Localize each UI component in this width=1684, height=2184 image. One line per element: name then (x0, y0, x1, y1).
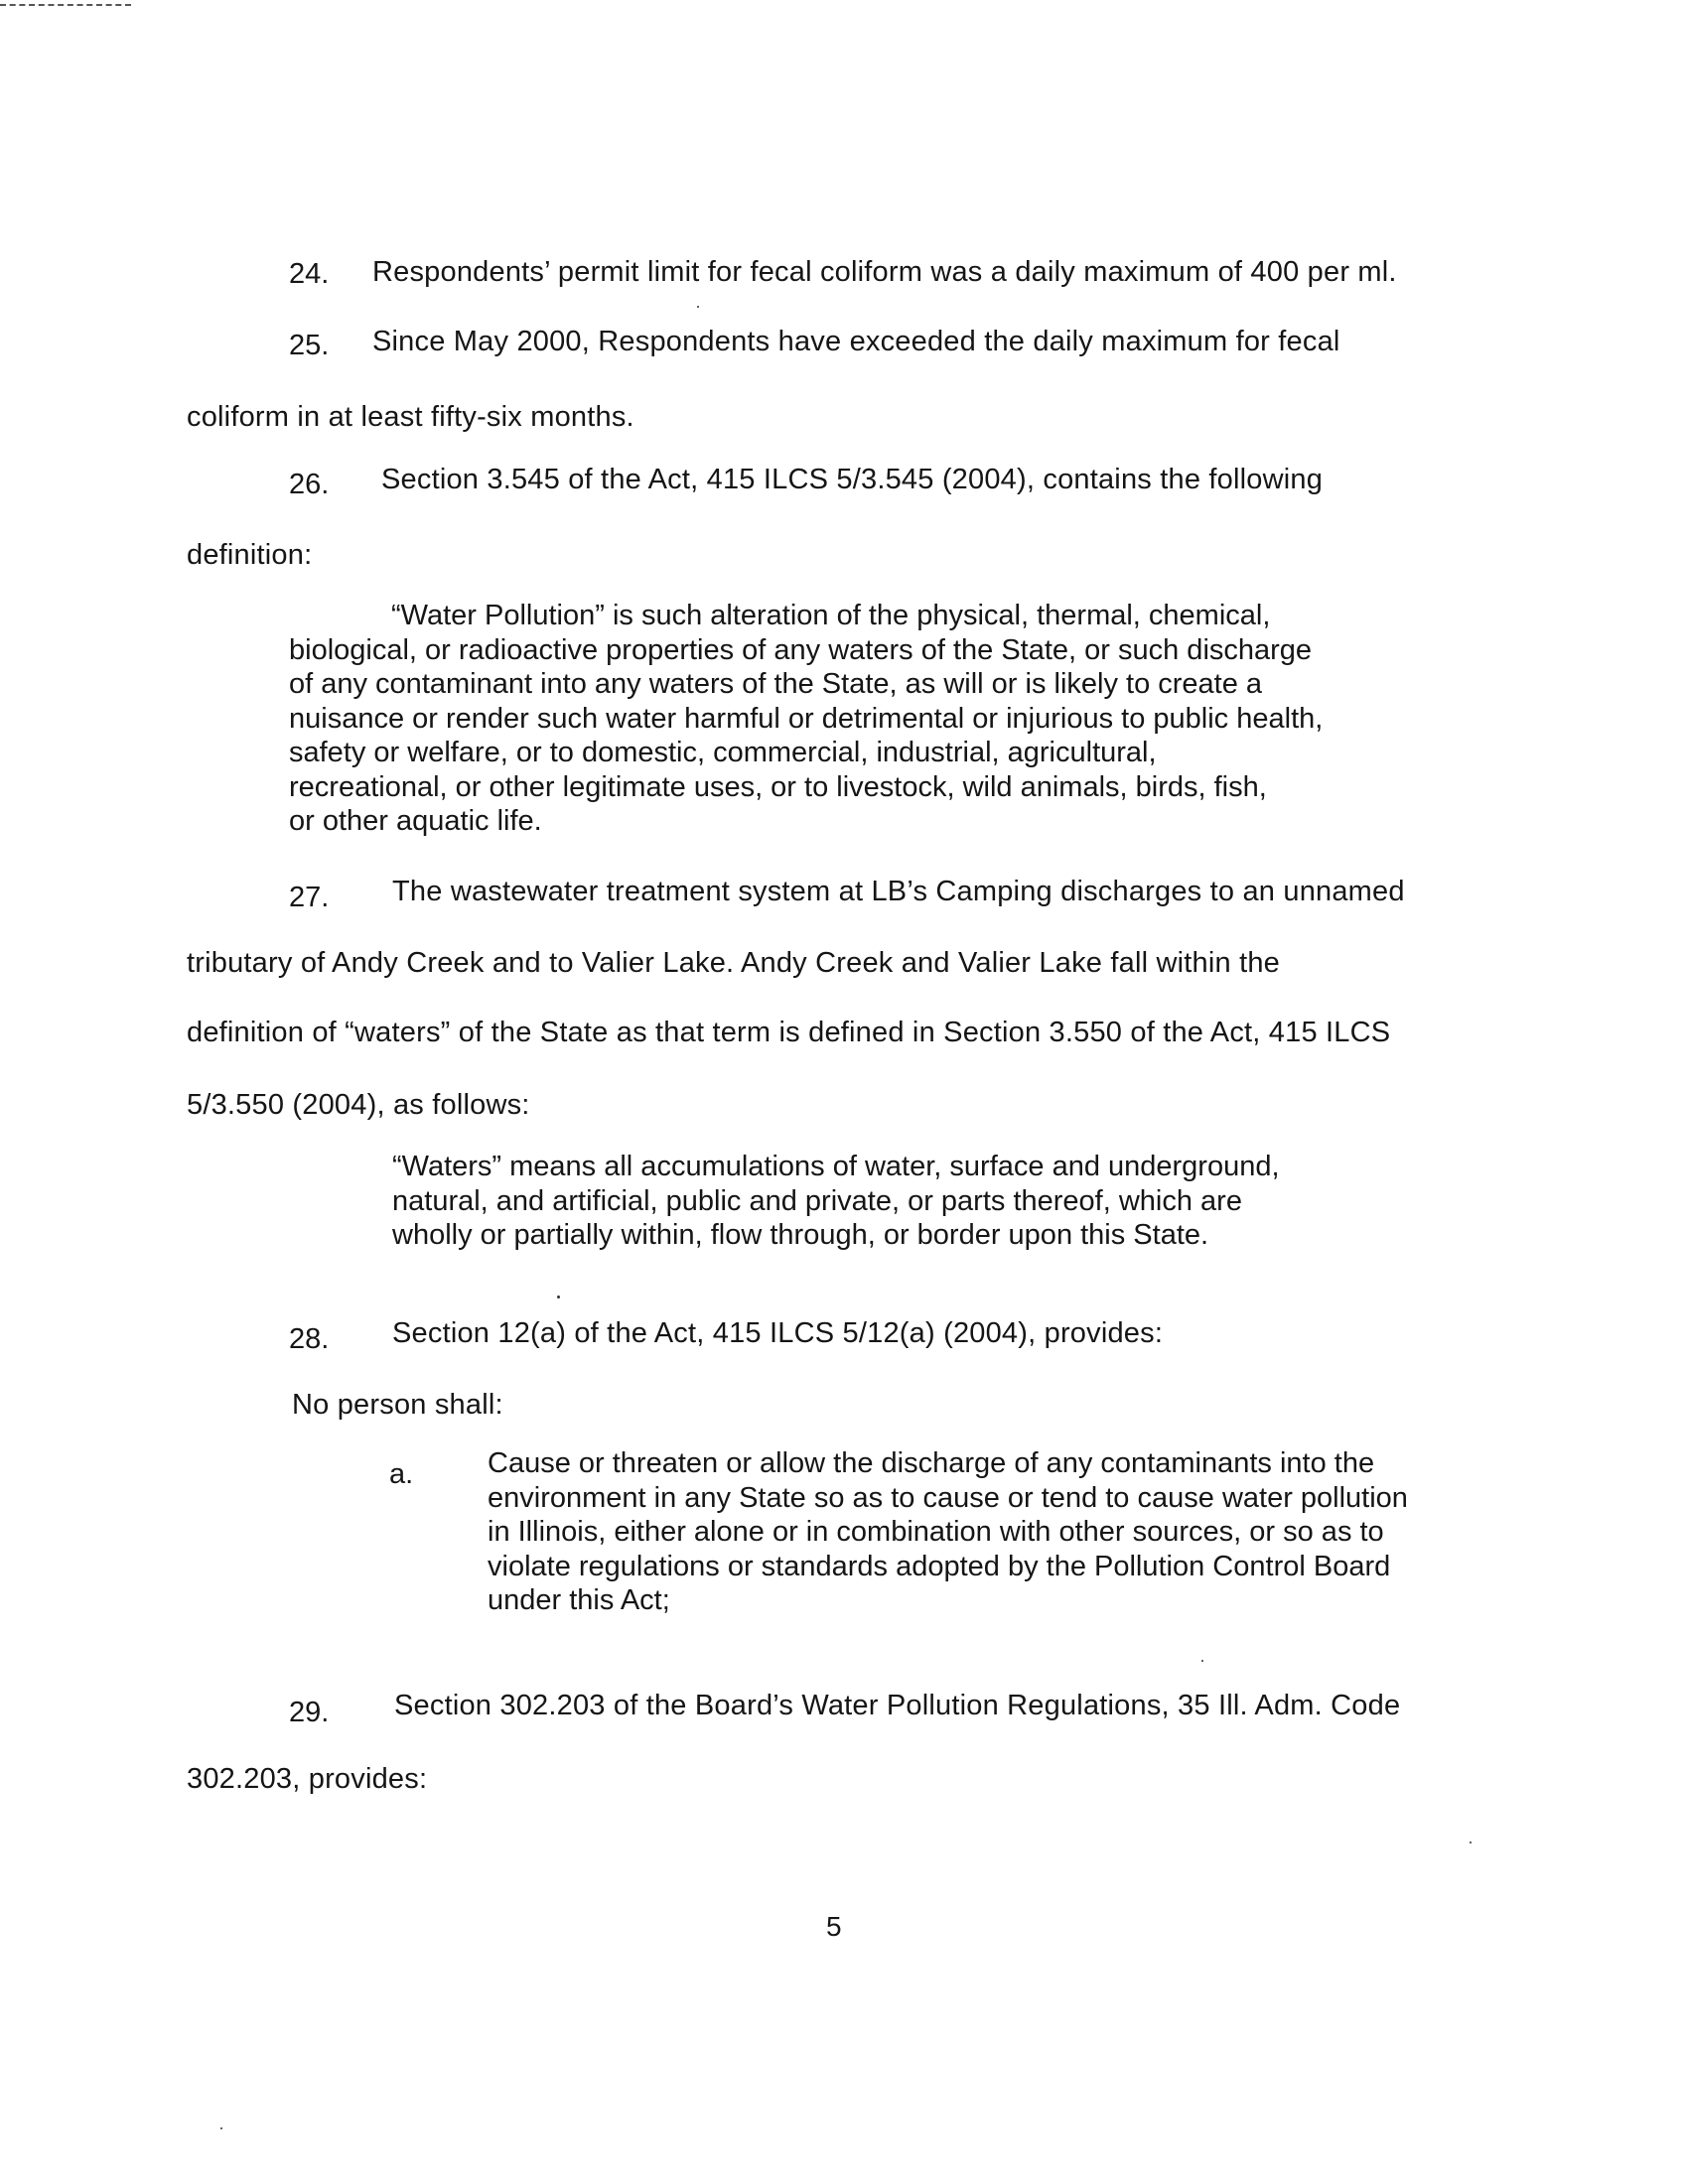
page-number: 5 (826, 1911, 842, 1942)
paragraph-29-number: 29. (289, 1697, 330, 1728)
paragraph-26-line-2: definition: (187, 539, 313, 571)
scan-artifact-mark (0, 4, 131, 6)
paragraph-27-number: 27. (289, 882, 330, 913)
quote-line: or other aquatic life. (289, 805, 542, 837)
scan-speck (1201, 1660, 1203, 1662)
item-a-text (488, 1446, 1408, 1618)
item-a-line: in Illinois, either alone or in combination with other sources, or so as to (488, 1516, 1384, 1548)
paragraph-27-line-1: The wastewater treatment system at LB’s Camping discharges to an unnamed (392, 876, 1405, 907)
paragraph-27-line-2: tributary of Andy Creek and to Valier Lake. Andy Creek and Valier Lake fall within the (187, 947, 1281, 979)
paragraph-29-line-2: 302.203, provides: (187, 1763, 428, 1795)
paragraph-25-number: 25. (289, 330, 330, 361)
item-a-label: a. (389, 1458, 414, 1490)
paragraph-27-line-3: definition of “waters” of the State as that term is defined in Section 3.550 of the Act, 415 ILCS (187, 1017, 1391, 1048)
quote-line: nuisance or render such water harmful or detrimental or injurious to public health, (289, 702, 1324, 735)
item-a-line: Cause or threaten or allow the discharge of any contaminants into the (488, 1447, 1375, 1479)
paragraph-25-line-1: Since May 2000, Respondents have exceeded the daily maximum for fecal (372, 326, 1340, 357)
scan-speck (697, 306, 699, 308)
quote-line: “Water Pollution” is such alteration of the physical, thermal, chemical, (391, 600, 1271, 631)
quote-line: wholly or partially within, flow through, or border upon this State. (392, 1219, 1209, 1251)
paragraph-28-line-1: Section 12(a) of the Act, 415 ILCS 5/12(a) (2004), provides: (392, 1317, 1164, 1349)
scan-speck (1470, 1842, 1472, 1843)
item-a-line: under this Act; (488, 1584, 670, 1616)
paragraph-28-line-2: No person shall: (292, 1389, 503, 1421)
quote-line: of any contaminant into any waters of the State, as will or is likely to create a (289, 668, 1263, 700)
scan-speck (220, 2127, 222, 2129)
waters-definition-quote (392, 1150, 1280, 1253)
water-pollution-definition-quote (289, 599, 1323, 839)
paragraph-26-number: 26. (289, 469, 330, 500)
quote-line: “Waters” means all accumulations of water, surface and underground, (392, 1151, 1280, 1182)
paragraph-24-text: Respondents’ permit limit for fecal coliform was a daily maximum of 400 per ml. (372, 256, 1397, 288)
item-a-line: environment in any State so as to cause or tend to cause water pollution (488, 1481, 1408, 1514)
scan-speck (557, 1296, 560, 1298)
paragraph-24-number: 24. (289, 258, 330, 290)
quote-line: recreational, or other legitimate uses, or to livestock, wild animals, birds, fish, (289, 770, 1267, 803)
quote-line: natural, and artificial, public and private, or parts thereof, which are (392, 1184, 1242, 1217)
quote-line: biological, or radioactive properties of any waters of the State, or such discharge (289, 633, 1313, 666)
paragraph-29-line-1: Section 302.203 of the Board’s Water Pollution Regulations, 35 Ill. Adm. Code (394, 1690, 1401, 1721)
item-a-line: violate regulations or standards adopted by the Pollution Control Board (488, 1550, 1391, 1582)
paragraph-25-line-2: coliform in at least fifty-six months. (187, 401, 634, 433)
paragraph-28-number: 28. (289, 1323, 330, 1355)
paragraph-27-line-4: 5/3.550 (2004), as follows: (187, 1089, 530, 1121)
paragraph-26-line-1: Section 3.545 of the Act, 415 ILCS 5/3.545 (2004), contains the following (381, 464, 1324, 495)
quote-line: safety or welfare, or to domestic, commercial, industrial, agricultural, (289, 737, 1157, 768)
